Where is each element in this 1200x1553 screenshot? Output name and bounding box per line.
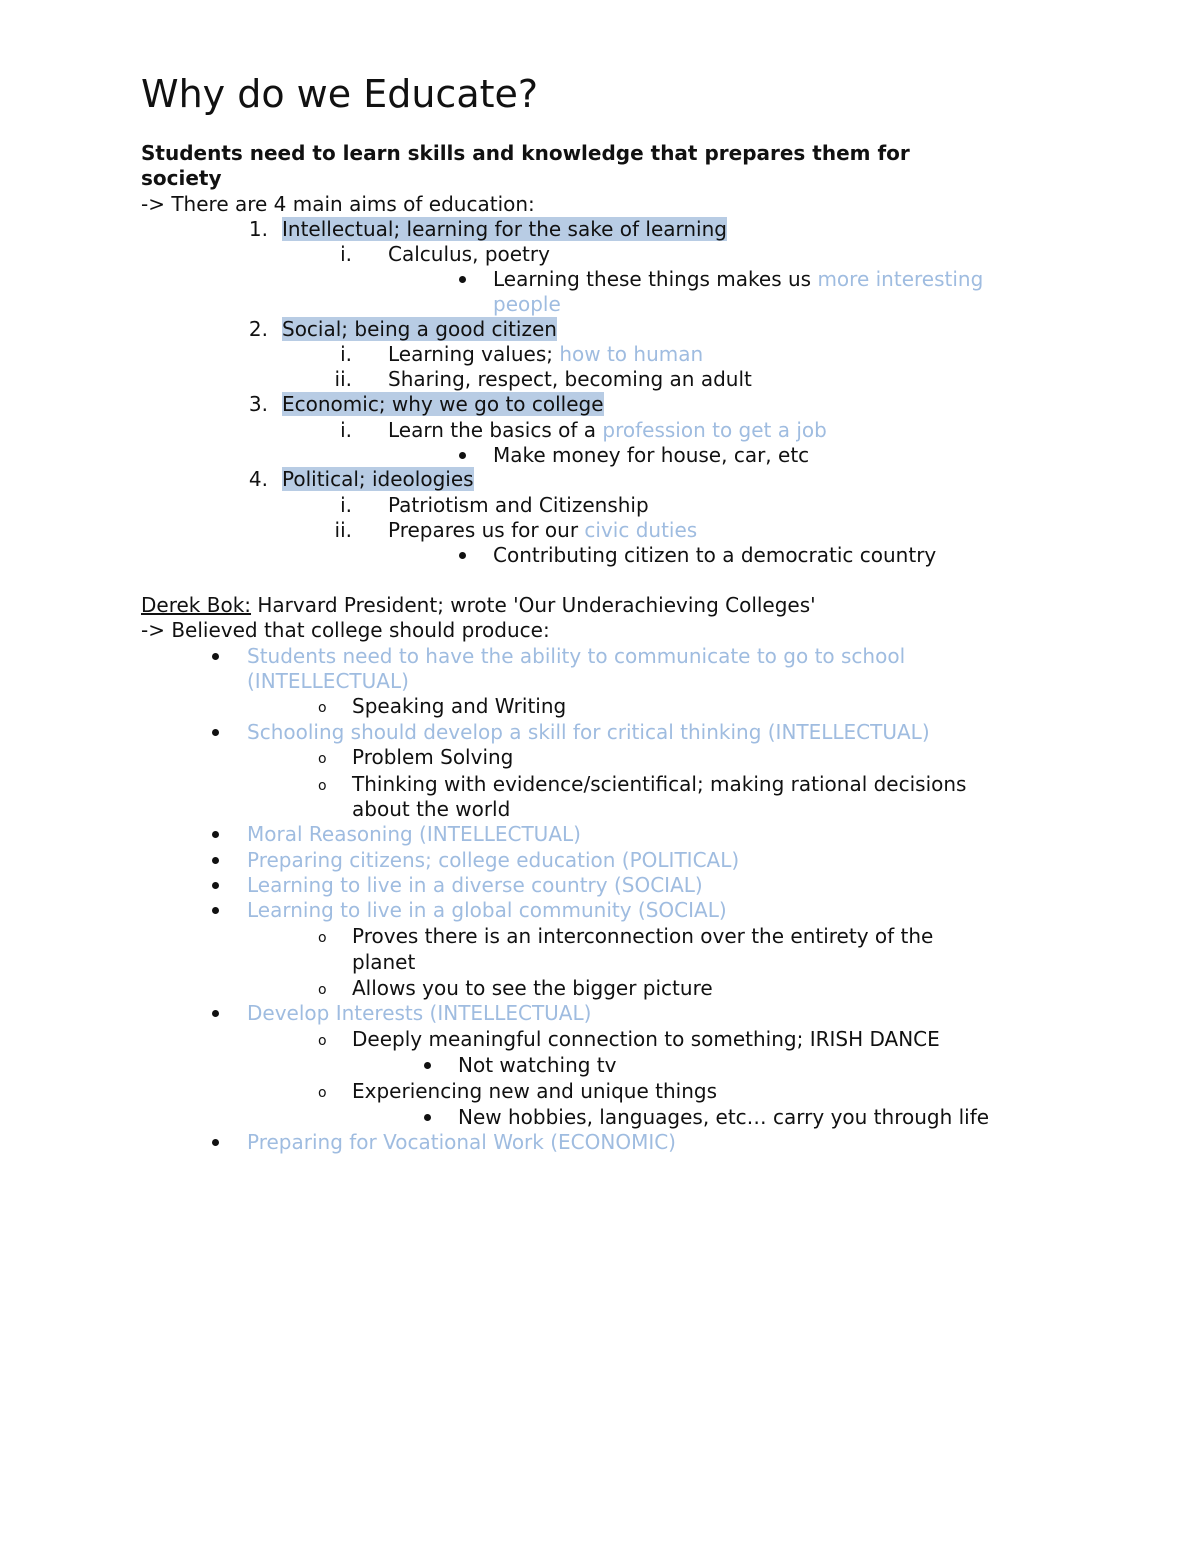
circle-bullet-icon: o [318,751,327,767]
bullet-icon [212,653,219,660]
bullet-icon [212,729,219,736]
bok-item-6: Learning to live in a global community (SOCIAL) [247,898,727,922]
aim-3-i-bullet-text: Make money for house, car, etc [493,443,810,467]
aim-2-label: Social; being a good citizen [282,317,557,341]
aim-3-label: Economic; why we go to college [282,392,604,416]
intro-lead: -> There are 4 main aims of education: [141,192,535,216]
aim-1-i-bullet-text: Learning these things makes us more interesting [493,267,984,291]
bok-item-7-sub-2: Experiencing new and unique things [352,1079,717,1103]
bok-item-2-sub-1: Problem Solving [352,745,514,769]
bok-name: Derek Bok: [141,593,252,617]
bok-item-4: Preparing citizens; college education (POLITICAL) [247,848,740,872]
intro-heading-line2: society [141,166,222,190]
aim-4-ii-bullet-text: Contributing citizen to a democratic country [493,543,937,567]
bok-item-1: Students need to have the ability to communicate to go to school [247,644,906,668]
aim-2-ii-number: ii. [334,367,352,391]
aim-1-label: Intellectual; learning for the sake of learning [282,217,727,241]
bok-item-8: Preparing for Vocational Work (ECONOMIC) [247,1130,676,1154]
bok-item-2: Schooling should develop a skill for critical thinking (INTELLECTUAL) [247,720,930,744]
aim-4-label: Political; ideologies [282,467,474,491]
aim-3-i-number: i. [340,418,352,442]
bok-item-2-sub-2-cont: about the world [352,797,511,821]
bullet-icon [212,882,219,889]
aim-2-i-number: i. [340,342,352,366]
circle-bullet-icon: o [318,700,327,716]
bok-item-6-sub-1-cont: planet [352,950,416,974]
bullet-icon [212,907,219,914]
circle-bullet-icon: o [318,778,327,794]
circle-bullet-icon: o [318,982,327,998]
aim-4-i-text: Patriotism and Citizenship [388,493,649,517]
aim-4-i-number: i. [340,493,352,517]
page-title: Why do we Educate? [141,72,539,116]
bok-item-1-sub-1: Speaking and Writing [352,694,567,718]
bullet-icon [459,552,466,559]
bullet-icon [424,1114,431,1121]
bok-item-7-sub-2-bullet: New hobbies, languages, etc… carry you through life [458,1105,990,1129]
aim-1-i-number: i. [340,242,352,266]
aim-1-i-text: Calculus, poetry [388,242,550,266]
bok-item-6-sub-1: Proves there is an interconnection over the entirety of the [352,924,934,948]
aim-3-number: 3. [248,392,268,416]
bullet-icon [212,831,219,838]
bok-item-5: Learning to live in a diverse country (SOCIAL) [247,873,703,897]
aim-1-number: 1. [248,217,268,241]
bok-item-2-sub-2: Thinking with evidence/scientifical; making rational decisions [352,772,967,796]
bullet-icon [212,857,219,864]
aim-2-number: 2. [248,317,268,341]
bok-item-3: Moral Reasoning (INTELLECTUAL) [247,822,581,846]
circle-bullet-icon: o [318,1033,327,1049]
aim-4-ii-number: ii. [334,518,352,542]
bok-item-6-sub-2: Allows you to see the bigger picture [352,976,713,1000]
bok-intro: Derek Bok: Harvard President; wrote 'Our Underachieving Colleges' [141,593,816,617]
bullet-icon [212,1010,219,1017]
bok-item-7-sub-1: Deeply meaningful connection to something; IRISH DANCE [352,1027,940,1051]
bullet-icon [459,452,466,459]
aim-4-ii-text: Prepares us for our civic duties [388,518,698,542]
bok-item-7-sub-1-bullet: Not watching tv [458,1053,617,1077]
aim-2-ii-text: Sharing, respect, becoming an adult [388,367,752,391]
aim-2-i-text: Learning values; how to human [388,342,704,366]
bok-item-7: Develop Interests (INTELLECTUAL) [247,1001,592,1025]
aim-1-i-bullet-text-cont: people [493,292,561,316]
bullet-icon [424,1062,431,1069]
circle-bullet-icon: o [318,1085,327,1101]
bullet-icon [459,276,466,283]
circle-bullet-icon: o [318,930,327,946]
aim-4-number: 4. [248,467,268,491]
bok-lead: -> Believed that college should produce: [141,618,550,642]
bullet-icon [212,1139,219,1146]
intro-heading-line1: Students need to learn skills and knowledge that prepares them for [141,141,910,165]
aim-3-i-text: Learn the basics of a profession to get a job [388,418,827,442]
bok-item-1-cont: (INTELLECTUAL) [247,669,409,693]
